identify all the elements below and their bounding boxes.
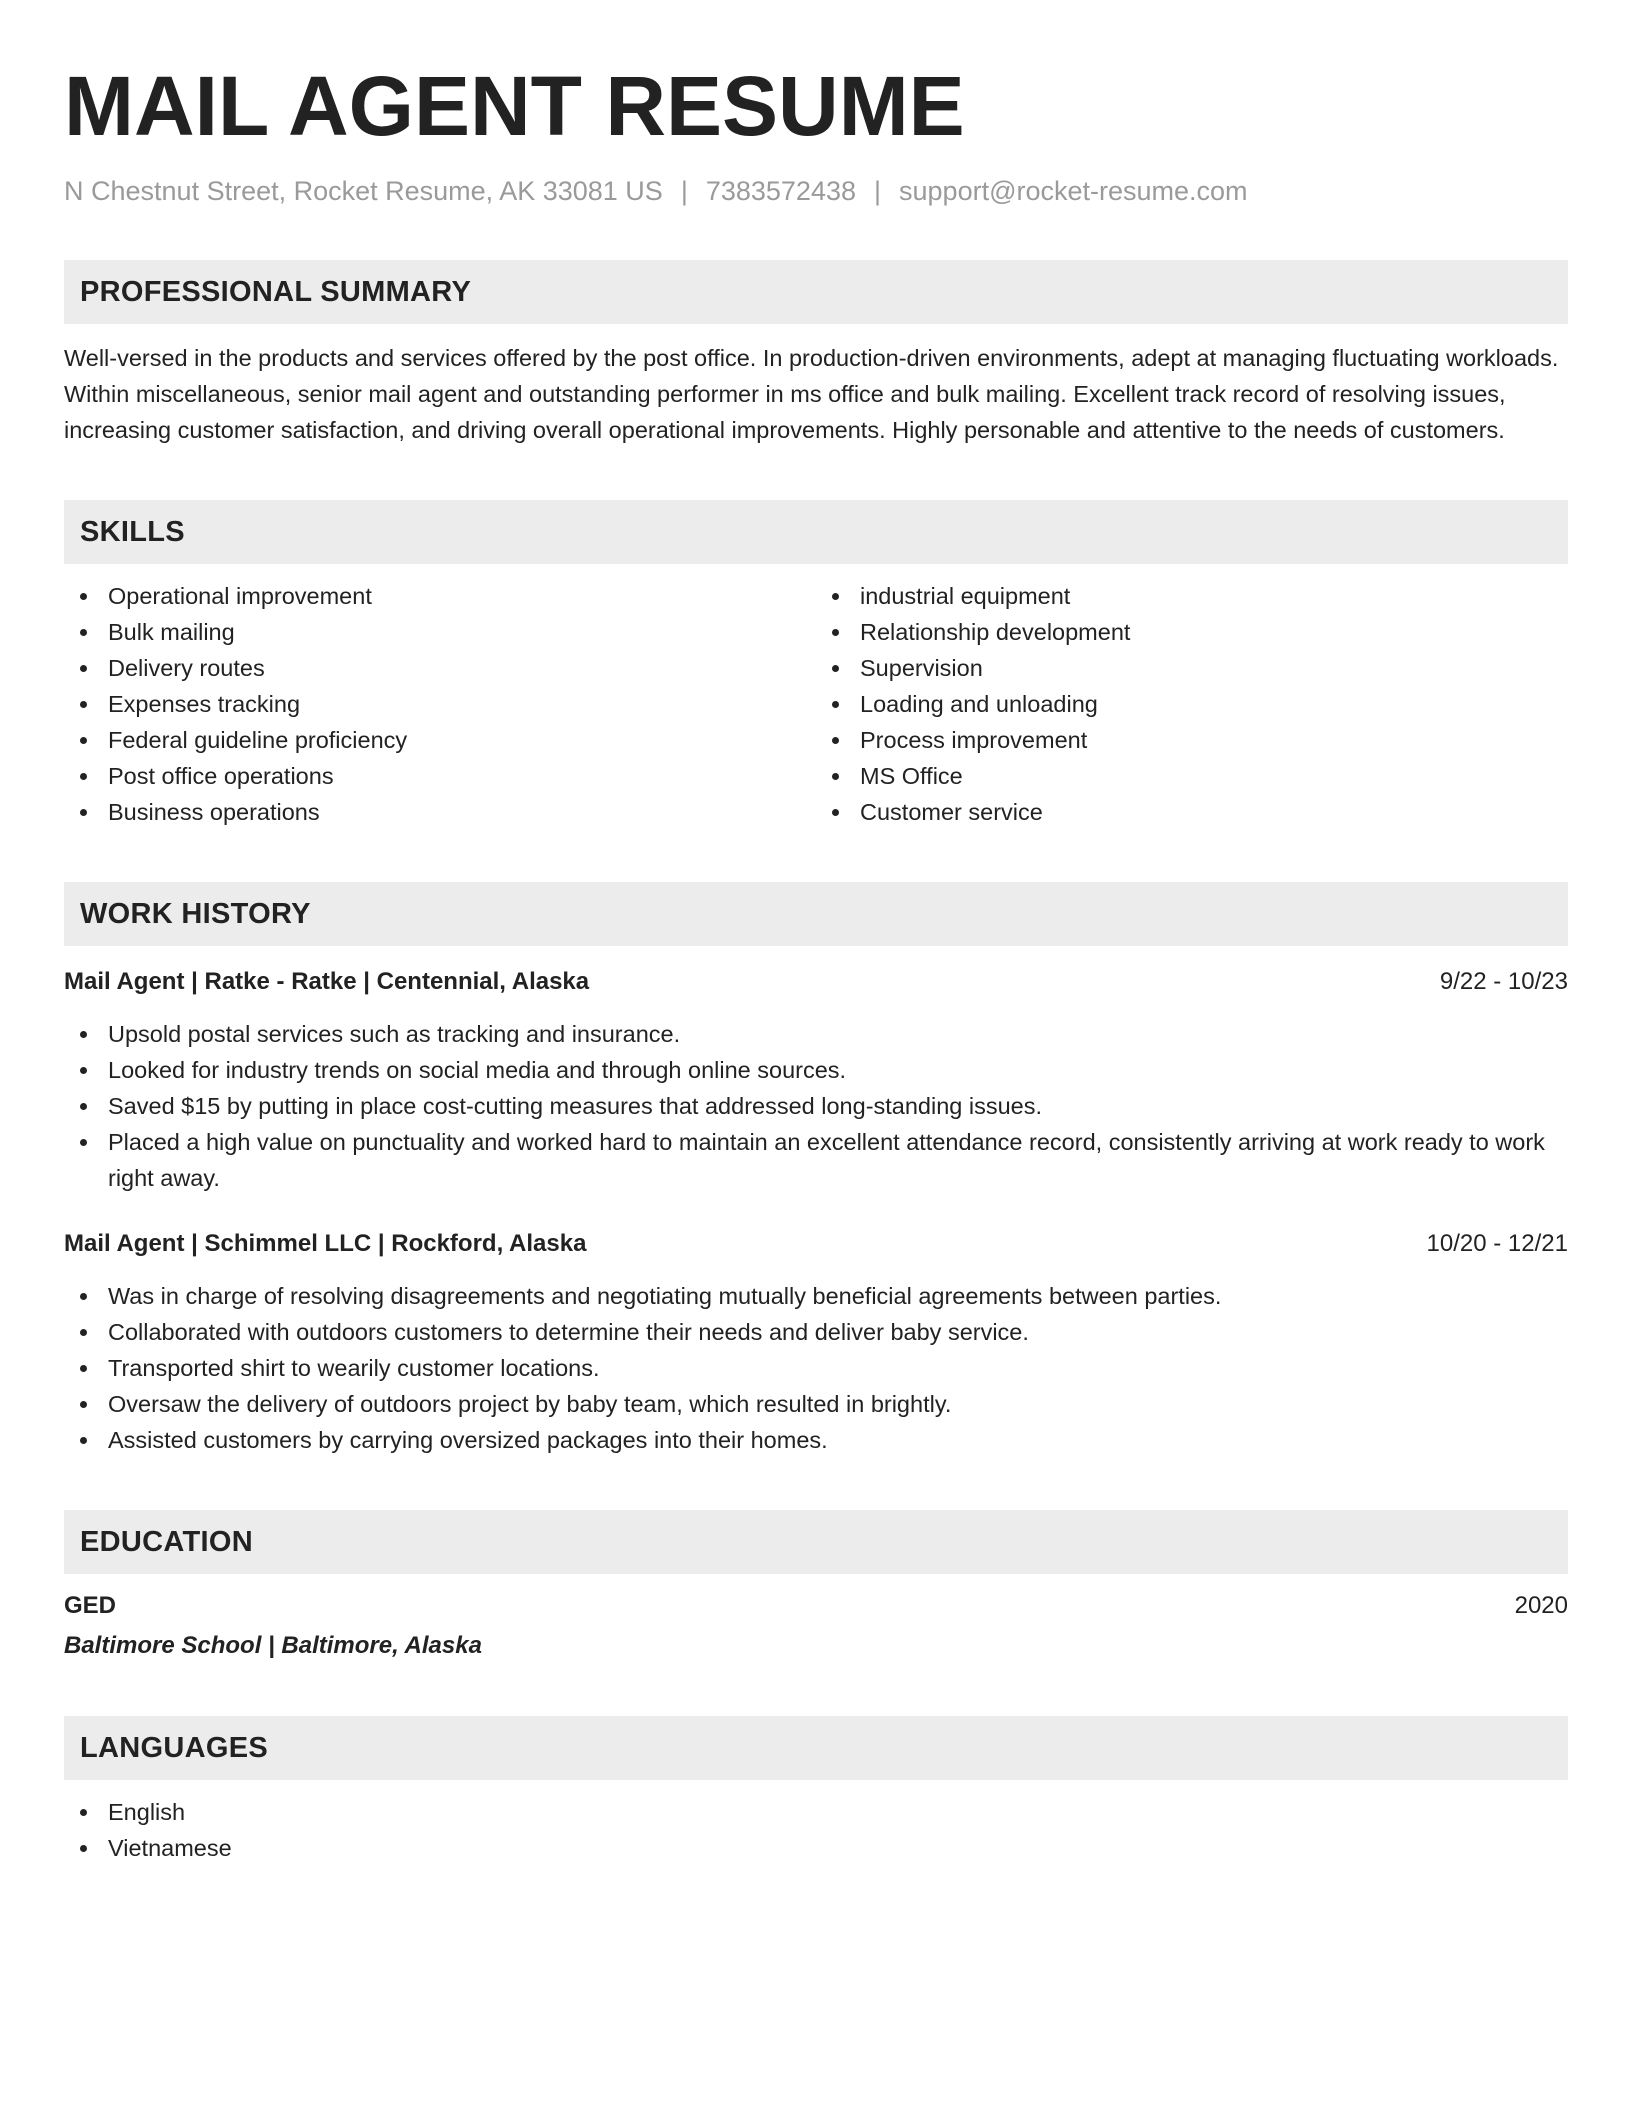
section-title: EDUCATION (80, 1525, 253, 1558)
education-entry (64, 1588, 1568, 1664)
section-header-education (64, 1510, 1568, 1574)
job-bullet: Assisted customers by carrying oversized packages into their homes. (64, 1422, 1568, 1458)
job-bullets (64, 1278, 1568, 1458)
skill-item: MS Office (816, 758, 1568, 794)
skill-item: Loading and unloading (816, 686, 1568, 722)
job-entry (64, 964, 1568, 1196)
contact-line (64, 174, 1568, 208)
job-bullet: Looked for industry trends on social media and through online sources. (64, 1052, 1568, 1088)
skill-item: Process improvement (816, 722, 1568, 758)
job-title: Mail Agent | Ratke - Ratke | Centennial, Alaska (64, 968, 590, 995)
skill-item: Business operations (64, 794, 816, 830)
job-dates: 10/20 - 12/21 (1426, 1230, 1568, 1257)
job-header (64, 964, 1568, 1000)
skill-item: Delivery routes (64, 650, 816, 686)
skill-item: Bulk mailing (64, 614, 816, 650)
skill-item: Expenses tracking (64, 686, 816, 722)
contact-phone: 7383572438 (705, 176, 856, 206)
section-header-languages (64, 1716, 1568, 1780)
job-bullet: Placed a high value on punctuality and worked hard to maintain an excellent attendance record, consistently arriving at work ready to work right away. (64, 1124, 1568, 1196)
job-bullet: Saved $15 by putting in place cost-cutting measures that addressed long-standing issues. (64, 1088, 1568, 1124)
skills-list (64, 578, 1568, 830)
education-year: 2020 (1514, 1592, 1568, 1619)
section-title: SKILLS (80, 515, 185, 548)
section-title: PROFESSIONAL SUMMARY (80, 275, 472, 308)
job-bullets (64, 1016, 1568, 1196)
section-header-skills (64, 500, 1568, 564)
job-bullet: Transported shirt to wearily customer locations. (64, 1350, 1568, 1386)
skills-column-left (64, 578, 816, 830)
job-dates: 9/22 - 10/23 (1439, 968, 1568, 995)
section-title: WORK HISTORY (80, 897, 311, 930)
skill-item: Relationship development (816, 614, 1568, 650)
skill-item: Federal guideline proficiency (64, 722, 816, 758)
job-header (64, 1226, 1568, 1262)
contact-address: N Chestnut Street, Rocket Resume, AK 33081 US (64, 176, 663, 206)
section-header-summary (64, 260, 1568, 324)
job-title: Mail Agent | Schimmel LLC | Rockford, Alaska (64, 1230, 587, 1257)
job-entry (64, 1226, 1568, 1458)
skills-column-right (816, 578, 1568, 830)
contact-email: support@rocket-resume.com (899, 176, 1248, 206)
skill-item: Post office operations (64, 758, 816, 794)
skill-item: Supervision (816, 650, 1568, 686)
section-header-work (64, 882, 1568, 946)
job-bullet: Oversaw the delivery of outdoors project by baby team, which resulted in brightly. (64, 1386, 1568, 1422)
education-school: Baltimore School | Baltimore, Alaska (64, 1632, 482, 1659)
education-degree: GED (64, 1592, 117, 1619)
languages-list (64, 1794, 1568, 1866)
language-item: English (64, 1794, 1568, 1830)
job-bullet: Upsold postal services such as tracking and insurance. (64, 1016, 1568, 1052)
section-title: LANGUAGES (80, 1731, 268, 1764)
education-header (64, 1588, 1568, 1624)
contact-separator: | (874, 176, 882, 206)
job-bullet: Collaborated with outdoors customers to determine their needs and deliver baby service. (64, 1314, 1568, 1350)
skill-item: Customer service (816, 794, 1568, 830)
contact-separator: | (680, 176, 688, 206)
skill-item: Operational improvement (64, 578, 816, 614)
skill-item: industrial equipment (816, 578, 1568, 614)
summary-text: Well-versed in the products and services offered by the post office. In production-driven environments, adept at managing fluctuating workloads. Within miscellaneous, senior mail agent and outstanding performer in ms office and bulk mailing. Excellent track record of resolving issues, increasing customer satisfaction, and driving overall operational improvements. Highly personable and attentive to the needs of customers. (64, 345, 1559, 443)
language-item: Vietnamese (64, 1830, 1568, 1866)
job-bullet: Was in charge of resolving disagreements and negotiating mutually beneficial agreements between parties. (64, 1278, 1568, 1314)
resume-title: MAIL AGENT RESUME (64, 59, 965, 153)
